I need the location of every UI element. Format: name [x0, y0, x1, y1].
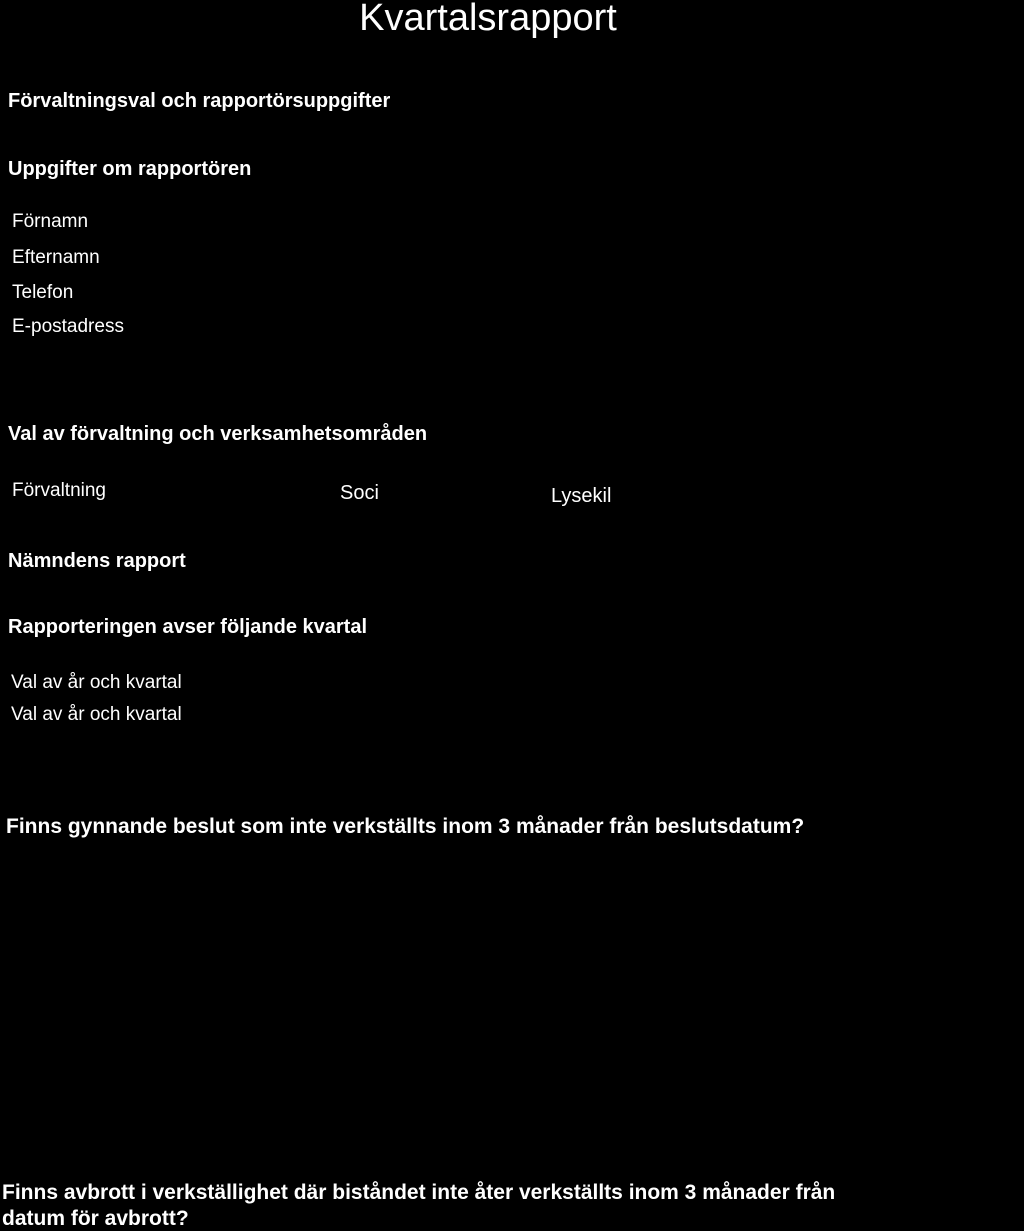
quarter-select-1[interactable]: Val av år och kvartal [11, 672, 182, 693]
section-heading-administration: Förvaltningsval och rapportörsuppgifter [8, 90, 391, 112]
administration-label: Förvaltning [12, 480, 106, 501]
email-label: E-postadress [12, 316, 124, 337]
question-interruption-line-2: datum för avbrott? [2, 1207, 189, 1230]
last-name-label: Efternamn [12, 247, 100, 268]
selection-heading: Val av förvaltning och verksamhetsområden [8, 423, 428, 445]
phone-label: Telefon [12, 282, 74, 303]
reporter-heading: Uppgifter om rapportören [8, 158, 252, 180]
administration-select[interactable]: Soci [340, 482, 379, 504]
first-name-label: Förnamn [12, 211, 89, 232]
question-interruption-line-1: Finns avbrott i verkställighet där biståndet inte åter verkställts inom 3 månader från [2, 1181, 836, 1204]
municipality-select[interactable]: Lysekil [551, 485, 612, 507]
page-title: Kvartalsrapport [359, 0, 617, 39]
quarter-heading: Rapporteringen avser följande kvartal [8, 616, 368, 638]
question-pending-decisions: Finns gynnande beslut som inte verkställts inom 3 månader från beslutsdatum? [6, 815, 805, 838]
board-report-heading: Nämndens rapport [8, 550, 186, 572]
quarter-select-2[interactable]: Val av år och kvartal [11, 704, 182, 725]
